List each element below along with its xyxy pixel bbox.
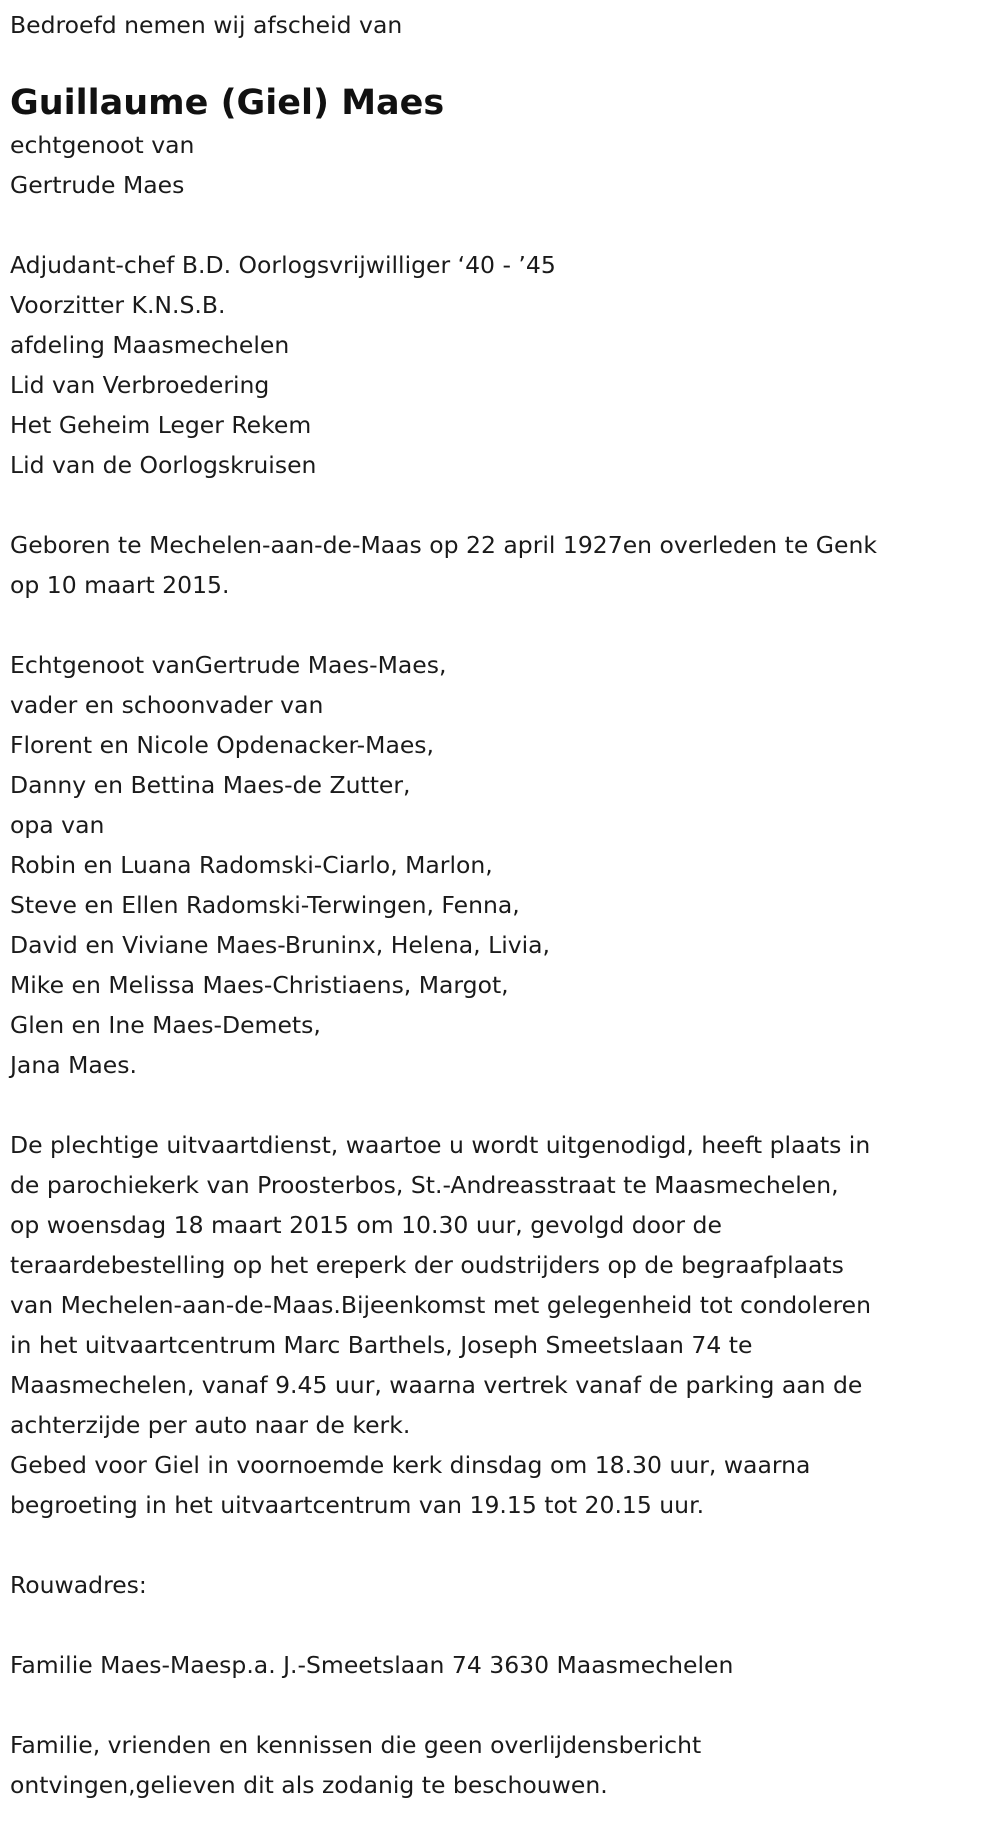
family-block <box>10 645 995 1085</box>
spouse-line: Gertrude Maes <box>10 171 185 199</box>
family-line: Robin en Luana Radomski-Ciarlo, Marlon, <box>10 851 493 879</box>
closing-block <box>10 1725 995 1805</box>
family-line: Mike en Melissa Maes-Christiaens, Margot, <box>10 971 509 999</box>
service-line: Gebed voor Giel in voornoemde kerk dinsdag om 18.30 uur, waarna <box>10 1451 811 1479</box>
family-line: David en Viviane Maes-Bruninx, Helena, Livia, <box>10 931 551 959</box>
family-line: Florent en Nicole Opdenacker-Maes, <box>10 731 435 759</box>
titles-block <box>10 245 995 485</box>
service-line: van Mechelen-aan-de-Maas.Bijeenkomst met gelegenheid tot condoleren <box>10 1291 871 1319</box>
spacer <box>10 485 995 525</box>
spacer <box>10 1685 995 1725</box>
spouse-line: echtgenoot van <box>10 131 195 159</box>
service-line: achterzijde per auto naar de kerk. <box>10 1411 411 1439</box>
service-block <box>10 1125 995 1525</box>
family-line: Danny en Bettina Maes-de Zutter, <box>10 771 411 799</box>
family-line: Jana Maes. <box>10 1051 137 1079</box>
service-line: teraardebestelling op het ereperk der oudstrijders op de begraafplaats <box>10 1251 844 1279</box>
title-line: Voorzitter K.N.S.B. <box>10 291 226 319</box>
closing-line: Familie, vrienden en kennissen die geen overlijdensbericht <box>10 1731 702 1759</box>
spacer <box>10 1525 995 1565</box>
family-line: Glen en Ine Maes-Demets, <box>10 1011 321 1039</box>
family-line: opa van <box>10 811 105 839</box>
obituary-document <box>10 5 995 1805</box>
spacer <box>10 1605 995 1645</box>
closing-line: ontvingen,gelieven dit als zodanig te beschouwen. <box>10 1771 608 1799</box>
spacer <box>10 205 995 245</box>
title-line: Adjudant-chef B.D. Oorlogsvrijwilliger ‘40 - ’45 <box>10 251 556 279</box>
title-line: Lid van de Oorlogskruisen <box>10 451 317 479</box>
spouse-block <box>10 125 995 205</box>
service-line: op woensdag 18 maart 2015 om 10.30 uur, gevolgd door de <box>10 1211 722 1239</box>
service-line: de parochiekerk van Proosterbos, St.-Andreasstraat te Maasmechelen, <box>10 1171 839 1199</box>
title-line: afdeling Maasmechelen <box>10 331 290 359</box>
family-line: Echtgenoot vanGertrude Maes-Maes, <box>10 651 447 679</box>
family-line: vader en schoonvader van <box>10 691 324 719</box>
title-line: Lid van Verbroedering <box>10 371 270 399</box>
address-text: Familie Maes-Maesp.a. J.-Smeetslaan 74 3630 Maasmechelen <box>10 1651 734 1679</box>
birth-death-line: Geboren te Mechelen-aan-de-Maas op 22 april 1927en overleden te Genk <box>10 531 877 559</box>
address-label: Rouwadres: <box>10 1571 147 1599</box>
service-line: in het uitvaartcentrum Marc Barthels, Joseph Smeetslaan 74 te <box>10 1331 753 1359</box>
birth-death-block <box>10 525 995 605</box>
service-line: Maasmechelen, vanaf 9.45 uur, waarna vertrek vanaf de parking aan de <box>10 1371 863 1399</box>
service-line: De plechtige uitvaartdienst, waartoe u wordt uitgenodigd, heeft plaats in <box>10 1131 871 1159</box>
intro-text: Bedroefd nemen wij afscheid van <box>10 11 403 39</box>
service-line: begroeting in het uitvaartcentrum van 19.15 tot 20.15 uur. <box>10 1491 705 1519</box>
title-line: Het Geheim Leger Rekem <box>10 411 312 439</box>
deceased-name: Guillaume (Giel) Maes <box>10 83 445 123</box>
family-line: Steve en Ellen Radomski-Terwingen, Fenna, <box>10 891 520 919</box>
spacer <box>10 1085 995 1125</box>
spacer <box>10 605 995 645</box>
birth-death-line: op 10 maart 2015. <box>10 571 230 599</box>
